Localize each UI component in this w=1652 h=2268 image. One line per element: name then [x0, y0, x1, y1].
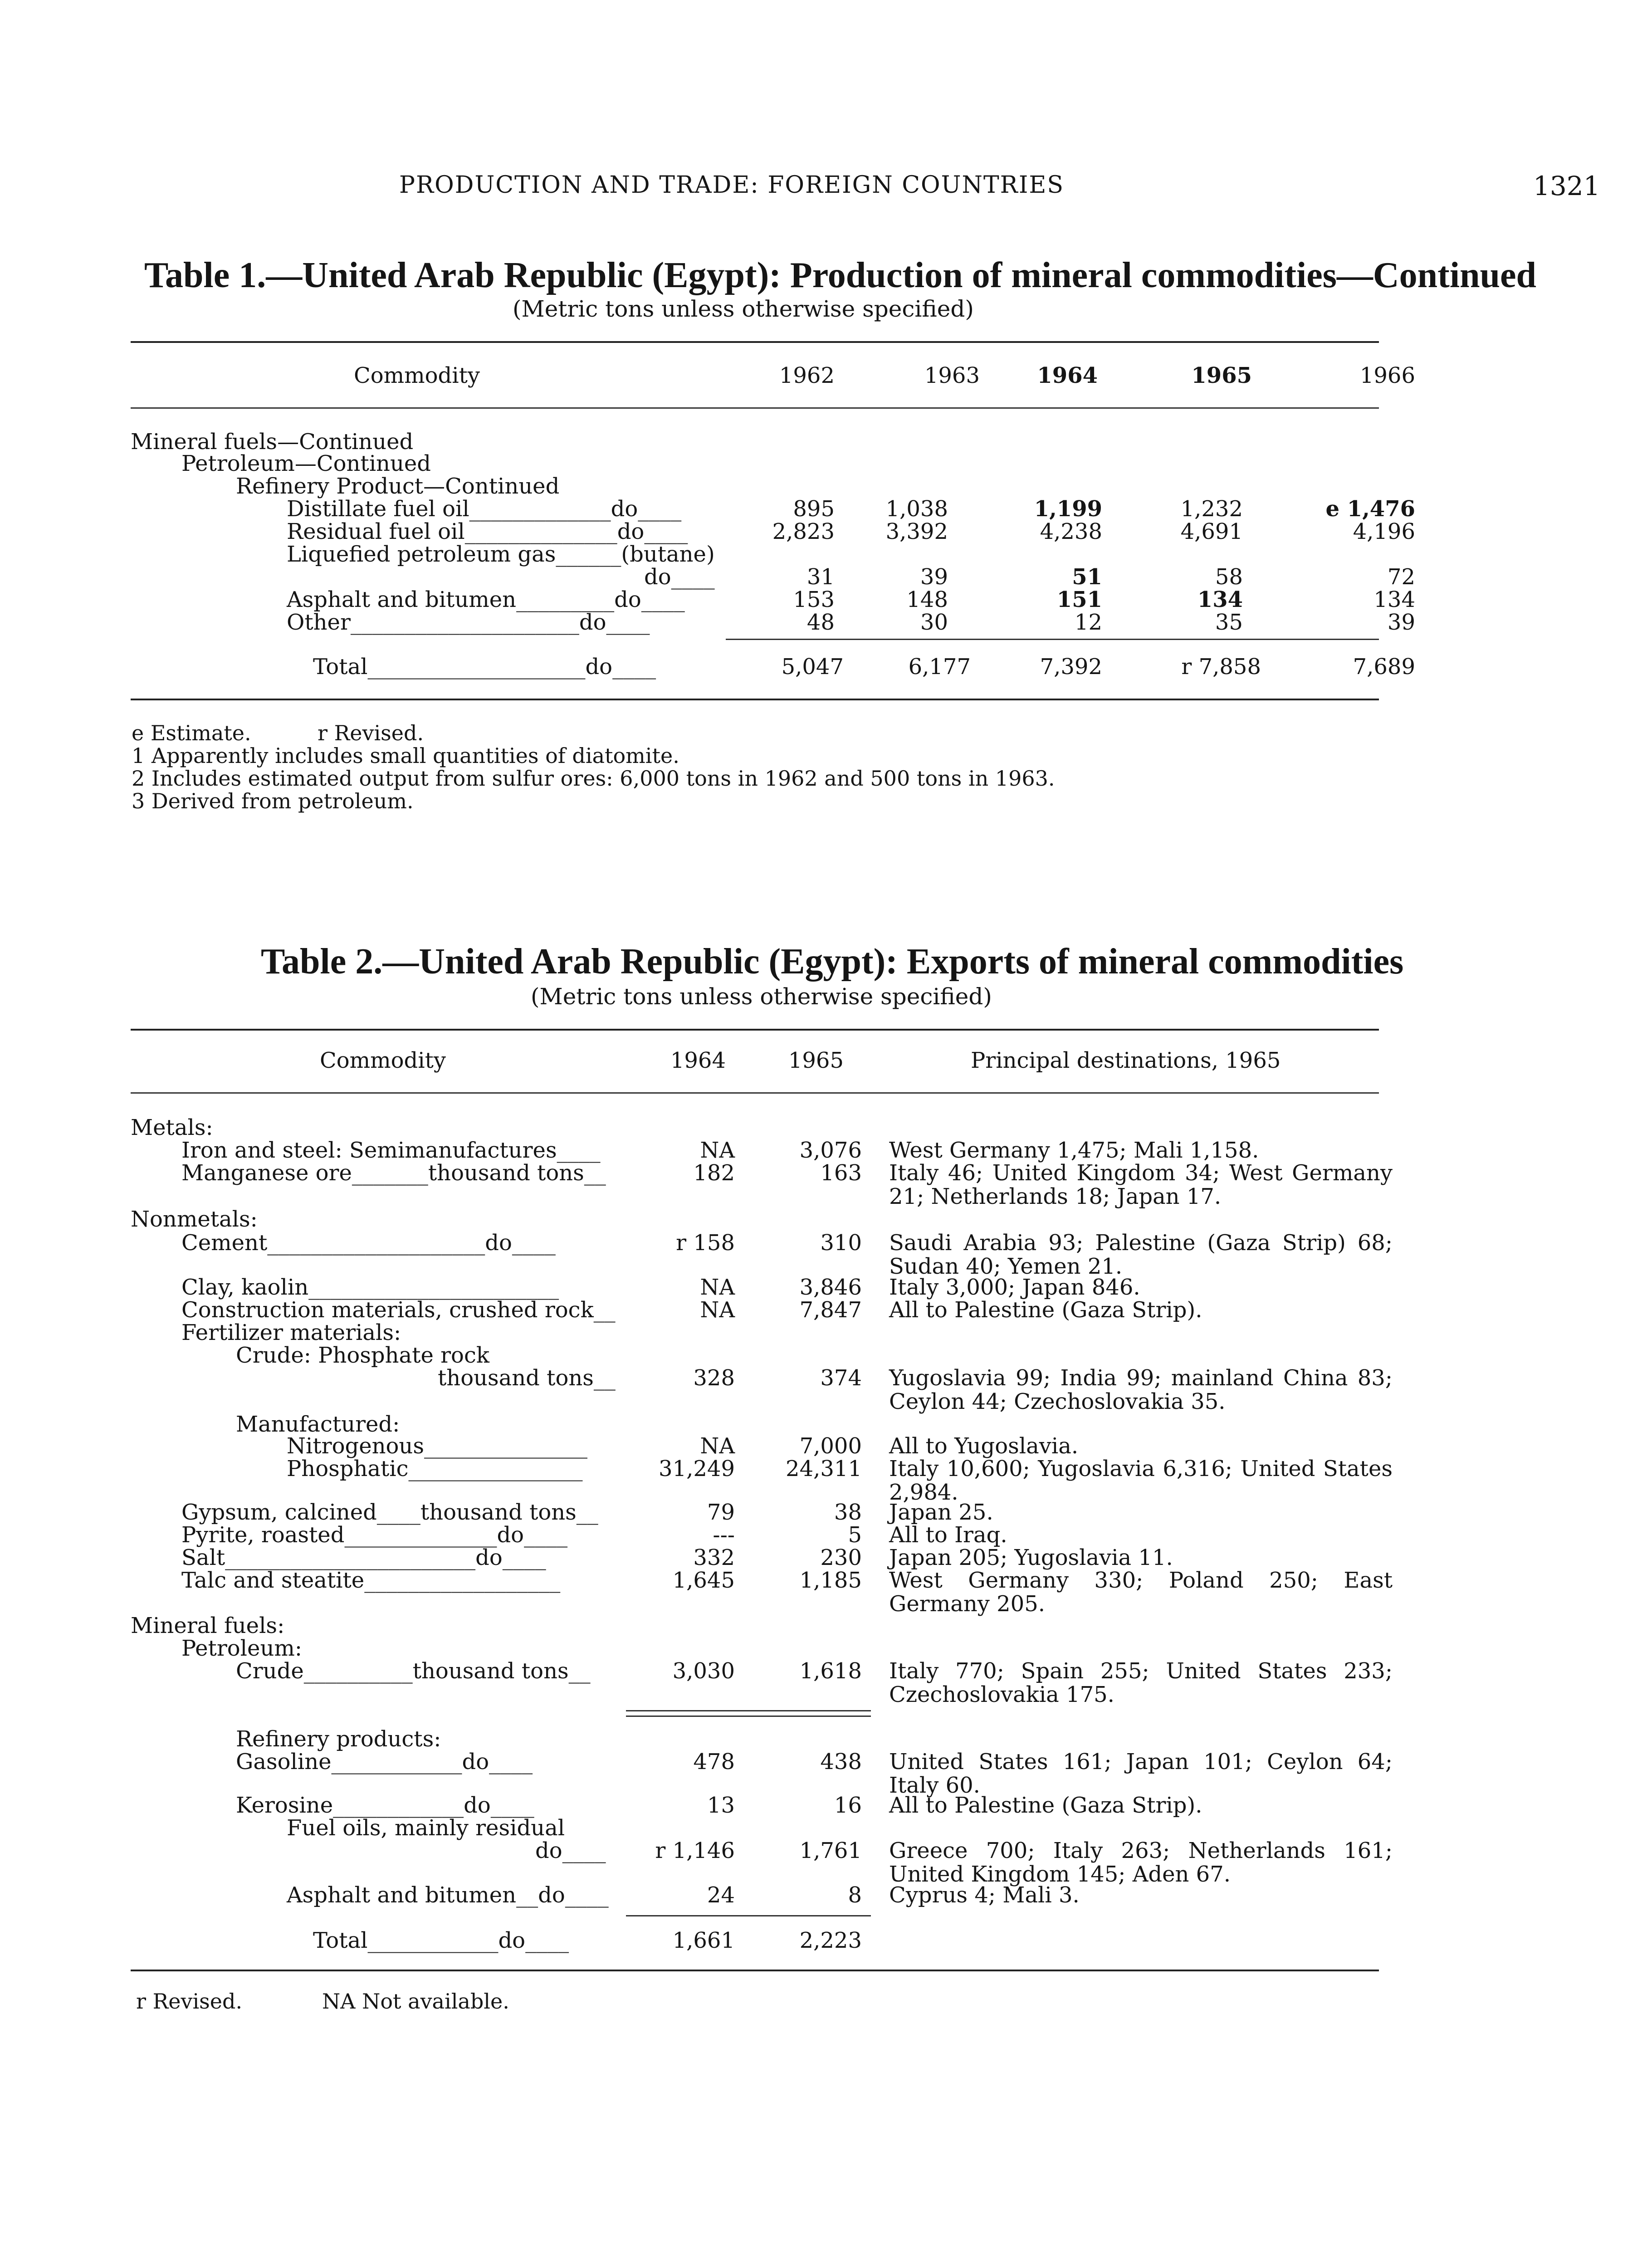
table2-footnote: NA Not available. — [322, 1989, 509, 2014]
table2-cell-destinations: Yugoslavia 99; India 99; mainland China 83; Ceylon 44; Czechoslovakia 35. — [889, 1365, 1393, 1414]
table1-col-1963: 1963 — [924, 363, 980, 388]
table1-bottom-rule — [131, 699, 1379, 700]
table2-row-label: Gypsum, calcined____thousand tons__ — [181, 1500, 598, 1525]
table2-cell-destinations: All to Iraq. — [889, 1522, 1007, 1548]
table2-cell-1965: 230 — [820, 1545, 862, 1570]
table2-col-commodity: Commodity — [320, 1048, 446, 1073]
table2-cell-1965: 1,761 — [799, 1838, 862, 1863]
table2-cell-destinations: Cyprus 4; Mali 3. — [889, 1882, 1080, 1908]
table1-cell: 4,238 — [1040, 519, 1102, 544]
table2-cell-1964: r 158 — [676, 1230, 735, 1256]
table2-row-label: Talc and steatite__________________ — [181, 1568, 561, 1593]
table2-total-1965: 2,223 — [799, 1928, 862, 1953]
table2-col-destinations: Principal destinations, 1965 — [971, 1048, 1281, 1073]
table2-group-nonmetals: Nonmetals: — [131, 1207, 258, 1232]
table2-cell-1964: 332 — [693, 1545, 735, 1570]
table1-subtitle: (Metric tons unless otherwise specified) — [513, 296, 974, 322]
table2-cell-1965: 7,847 — [799, 1297, 862, 1323]
table1-total-cell: 5,047 — [781, 654, 844, 679]
table2-group-petroleum: Petroleum: — [181, 1636, 303, 1661]
table2-cell-destinations: Greece 700; Italy 263; Netherlands 161; United Kingdom 145; Aden 67. — [889, 1838, 1393, 1887]
table2-cell-1965: 163 — [820, 1160, 862, 1186]
table1-cell: 2,823 — [772, 519, 835, 544]
table1-cell: 148 — [906, 587, 948, 612]
table1-cell: 58 — [1215, 564, 1243, 590]
table1-cell: 51 — [1072, 564, 1102, 590]
table2-row-label: Clay, kaolin_______________________ — [181, 1275, 559, 1300]
table2-sum-rule — [626, 1915, 871, 1916]
table2-row-label-cont: do____ — [535, 1838, 606, 1863]
table2-cell-1964: NA — [700, 1138, 735, 1163]
table2-group-mineral-fuels: Mineral fuels: — [131, 1613, 285, 1638]
table1-cell: 4,691 — [1180, 519, 1243, 544]
table2-cell-destinations: Japan 205; Yugoslavia 11. — [889, 1545, 1173, 1570]
table2-row-label: Fuel oils, mainly residual — [287, 1815, 565, 1841]
table1-cell: 35 — [1215, 610, 1243, 635]
table2-total-1964: 1,661 — [672, 1928, 735, 1953]
table1-cell: 153 — [793, 587, 835, 612]
table2-cell-1965: 8 — [848, 1882, 862, 1908]
table1-col-1964: 1964 — [1037, 363, 1098, 388]
table1-col-1966: 1966 — [1359, 363, 1415, 388]
table1-row-label: Distillate fuel oil_____________do____ — [287, 496, 682, 522]
table2-row-label: Construction materials, crushed rock__ — [181, 1297, 616, 1323]
table2-group-manufactured: Manufactured: — [236, 1412, 400, 1437]
table2-total-label: Total____________do____ — [313, 1928, 569, 1953]
table2-group-fertilizer: Fertilizer materials: — [181, 1320, 401, 1345]
table2-cell-destinations: All to Palestine (Gaza Strip). — [889, 1793, 1202, 1818]
table1-col-commodity: Commodity — [354, 363, 480, 388]
table2-row-label: Crude__________thousand tons__ — [236, 1658, 591, 1684]
table1-footnote: 3 Derived from petroleum. — [132, 789, 414, 813]
table1-section-mineral-fuels: Mineral fuels—Continued — [131, 429, 414, 455]
table1-total-cell: 6,177 — [908, 654, 971, 679]
table1-total-label: Total____________________do____ — [313, 654, 656, 679]
table2-cell-1965: 1,618 — [799, 1658, 862, 1684]
table1-cell: 4,196 — [1353, 519, 1415, 544]
table1-cell: 3,392 — [885, 519, 948, 544]
table1-cell: e 1,476 — [1325, 496, 1415, 522]
table1-cell: 31 — [806, 564, 835, 590]
table2-group-refinery: Refinery products: — [236, 1726, 441, 1752]
table1-total-cell: 7,689 — [1353, 654, 1415, 679]
table2-cell-1964: 3,030 — [672, 1658, 735, 1684]
table2-row-label: Gasoline____________do____ — [236, 1749, 533, 1774]
table2-cell-1964: 328 — [693, 1365, 735, 1391]
table2-cell-destinations: Italy 46; United Kingdom 34; West Germany 21; Netherlands 18; Japan 17. — [889, 1160, 1393, 1209]
table2-cell-1965: 438 — [820, 1749, 862, 1774]
table2-subtitle: (Metric tons unless otherwise specified) — [531, 983, 992, 1010]
table1-footnote: r Revised. — [318, 721, 424, 745]
table2-cell-1965: 310 — [820, 1230, 862, 1256]
table2-cell-destinations: All to Yugoslavia. — [889, 1433, 1079, 1459]
table2-cell-1964: 182 — [693, 1160, 735, 1186]
table1-row-label: Asphalt and bitumen_________do____ — [287, 587, 685, 612]
table2-cell-1965: 38 — [834, 1500, 862, 1525]
table1-section-petroleum: Petroleum—Continued — [181, 451, 431, 476]
table1-cell: 895 — [793, 496, 835, 522]
table2-cell-destinations: United States 161; Japan 101; Ceylon 64; Italy 60. — [889, 1749, 1393, 1798]
table2-cell-1964: 79 — [707, 1500, 735, 1525]
table2-bottom-rule — [131, 1970, 1379, 1971]
table1-sum-rule — [726, 639, 1379, 640]
table2-cell-1964: 31,249 — [659, 1456, 735, 1481]
table2-cell-1964: 1,645 — [672, 1568, 735, 1593]
table2-cell-destinations: Italy 10,600; Yugoslavia 6,316; United States 2,984. — [889, 1456, 1393, 1505]
table2-footnote: r Revised. — [136, 1989, 243, 2014]
table1-title: Table 1.—United Arab Republic (Egypt): Production of mineral commodities—Continued — [144, 255, 1537, 295]
table2-cell-1964: 13 — [707, 1793, 735, 1818]
table2-cell-destinations: Italy 770; Spain 255; United States 233; Czechoslovakia 175. — [889, 1658, 1393, 1707]
table1-cell: 151 — [1056, 587, 1102, 612]
table2-group-crude-phosphate: Crude: Phosphate rock — [236, 1343, 489, 1368]
table1-cell: 30 — [920, 610, 948, 635]
table2-row-label: thousand tons__ — [438, 1365, 616, 1391]
table1-header-rule — [131, 407, 1379, 409]
table1-row-label: Liquefied petroleum gas______(butane) — [287, 542, 715, 567]
table2-cell-1965: 3,076 — [799, 1138, 862, 1163]
table2-row-label: Nitrogenous_______________ — [287, 1433, 587, 1459]
table2-cell-destinations: West Germany 1,475; Mali 1,158. — [889, 1138, 1259, 1163]
table2-cell-1964: 24 — [707, 1882, 735, 1908]
table1-cell: 39 — [1387, 610, 1415, 635]
table1-cell: 134 — [1373, 587, 1415, 612]
page-number: 1321 — [1533, 171, 1600, 201]
table2-cell-1964: r 1,146 — [655, 1838, 735, 1863]
table1-cell: 72 — [1387, 564, 1415, 590]
table1-cell: 12 — [1074, 610, 1102, 635]
table2-row-label: Phosphatic________________ — [287, 1456, 583, 1481]
table1-cell: 48 — [806, 610, 835, 635]
table1-row-label: Other_____________________do____ — [287, 610, 650, 635]
table2-cell-1965: 1,185 — [799, 1568, 862, 1593]
table2-double-rule-bottom — [626, 1716, 871, 1717]
table1-cell: 1,199 — [1034, 496, 1102, 522]
table2-row-label: Pyrite, roasted______________do____ — [181, 1522, 568, 1548]
table2-double-rule-top — [626, 1710, 871, 1711]
table1-cell: 1,232 — [1180, 496, 1243, 522]
table1-footnote: 2 Includes estimated output from sulfur ores: 6,000 tons in 1962 and 500 tons in 1963. — [132, 766, 1055, 791]
table2-cell-1965: 374 — [820, 1365, 862, 1391]
table2-cell-1964: NA — [700, 1297, 735, 1323]
table1-section-refinery: Refinery Product—Continued — [236, 474, 560, 499]
table2-cell-destinations: Saudi Arabia 93; Palestine (Gaza Strip) 68; Sudan 40; Yemen 21. — [889, 1230, 1393, 1279]
table2-title: Table 2.—United Arab Republic (Egypt): Exports of mineral commodities — [261, 942, 1404, 982]
table2-cell-destinations: All to Palestine (Gaza Strip). — [889, 1297, 1202, 1323]
running-title: PRODUCTION AND TRADE: FOREIGN COUNTRIES — [399, 171, 1064, 199]
table1-footnote: 1 Apparently includes small quantities of diatomite. — [132, 743, 679, 768]
table1-total-cell: 7,392 — [1040, 654, 1102, 679]
table2-row-label: Kerosine____________do____ — [236, 1793, 534, 1818]
table2-cell-destinations: Japan 25. — [889, 1500, 993, 1525]
table1-cell: 134 — [1197, 587, 1243, 612]
table2-cell-destinations: Italy 3,000; Japan 846. — [889, 1275, 1140, 1300]
table1-row-label-cont: do____ — [644, 564, 715, 590]
table2-cell-1965: 5 — [848, 1522, 862, 1548]
table1-footnote: e Estimate. — [132, 721, 251, 745]
table1-col-1962: 1962 — [779, 363, 835, 388]
table2-col-1964: 1964 — [670, 1048, 726, 1073]
table2-cell-1965: 3,846 — [799, 1275, 862, 1300]
table2-cell-1964: NA — [700, 1275, 735, 1300]
table2-col-1965: 1965 — [788, 1048, 844, 1073]
table2-cell-1964: --- — [713, 1522, 735, 1548]
table2-cell-1964: 478 — [693, 1749, 735, 1774]
table2-row-label: Salt_______________________do____ — [181, 1545, 546, 1570]
table2-header-rule — [131, 1092, 1379, 1094]
table2-cell-1965: 24,311 — [786, 1456, 862, 1481]
table2-cell-destinations: West Germany 330; Poland 250; East Germany 205. — [889, 1568, 1393, 1617]
table2-cell-1965: 7,000 — [799, 1433, 862, 1459]
table1-cell: 1,038 — [885, 496, 948, 522]
table1-row-label: Residual fuel oil______________do____ — [287, 519, 688, 544]
table2-cell-1964: NA — [700, 1433, 735, 1459]
table2-row-label: Manganese ore_______thousand tons__ — [181, 1160, 606, 1186]
table2-group-metals: Metals: — [131, 1115, 213, 1140]
table1-cell: 39 — [920, 564, 948, 590]
table1-col-1965: 1965 — [1191, 363, 1252, 388]
table2-row-label: Asphalt and bitumen__do____ — [287, 1882, 609, 1908]
table2-row-label: Iron and steel: Semimanufactures____ — [181, 1138, 601, 1163]
table1-total-cell: r 7,858 — [1181, 654, 1261, 679]
table1-top-rule — [131, 341, 1379, 343]
table2-row-label: Cement____________________do____ — [181, 1230, 556, 1256]
table2-top-rule — [131, 1029, 1379, 1031]
table2-cell-1965: 16 — [834, 1793, 862, 1818]
